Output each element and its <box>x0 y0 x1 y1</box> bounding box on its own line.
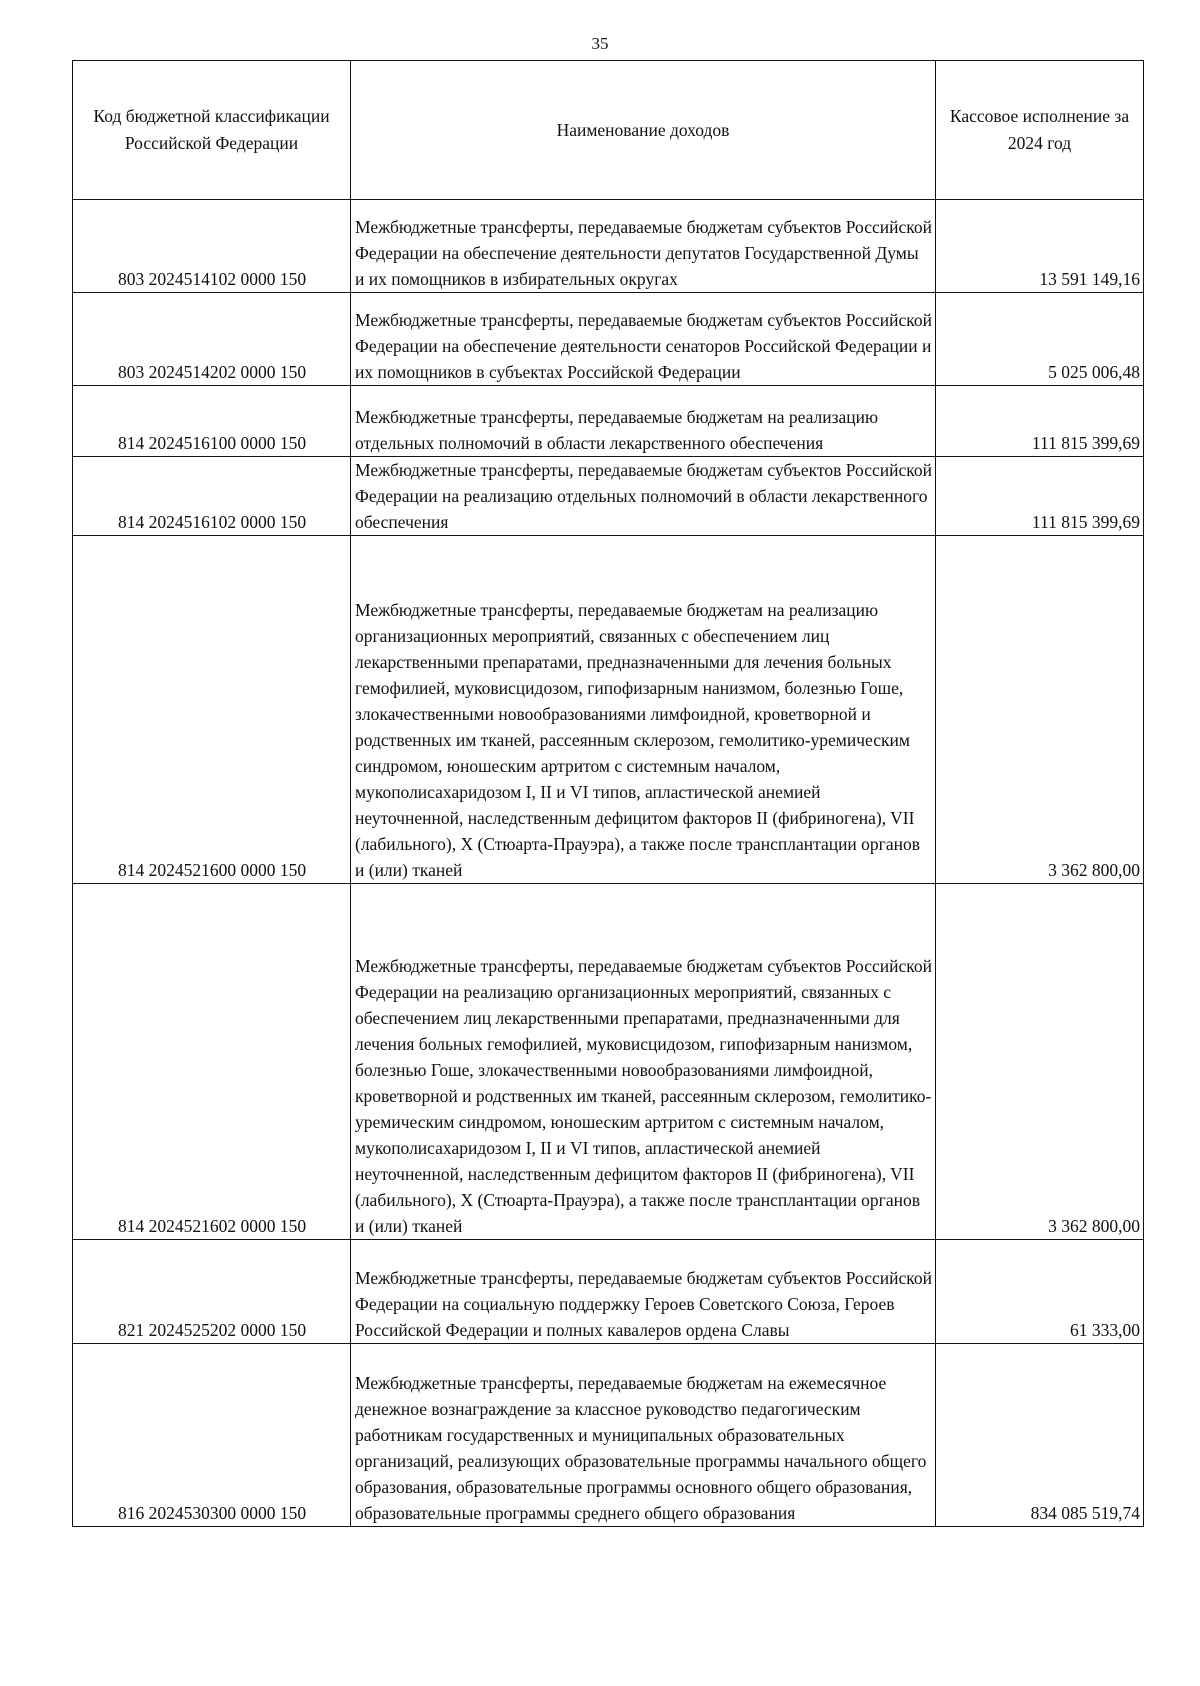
row-amount: 3 362 800,00 <box>936 536 1144 884</box>
header-budget-code: Код бюджетной классификации Российской Федерации <box>73 61 351 200</box>
table-row <box>73 536 1144 884</box>
table-body <box>73 200 1144 1527</box>
table-row <box>73 386 1144 457</box>
table-row <box>73 200 1144 293</box>
row-budget-code: 814 2024516102 0000 150 <box>73 457 351 536</box>
page-number: 35 <box>591 34 609 53</box>
row-amount: 834 085 519,74 <box>936 1344 1144 1527</box>
row-amount: 111 815 399,69 <box>936 457 1144 536</box>
row-revenue-name: Межбюджетные трансферты, передаваемые бюджетам на реализацию отдельных полномочий в области лекарственного обеспечения <box>351 386 936 457</box>
table-row <box>73 884 1144 1240</box>
row-budget-code: 816 2024530300 0000 150 <box>73 1344 351 1527</box>
row-revenue-name: Межбюджетные трансферты, передаваемые бюджетам субъектов Российской Федерации на реализацию отдельных полномочий в области лекарственного обеспечения <box>351 457 936 536</box>
row-budget-code: 814 2024516100 0000 150 <box>73 386 351 457</box>
row-budget-code: 821 2024525202 0000 150 <box>73 1240 351 1344</box>
row-revenue-name: Межбюджетные трансферты, передаваемые бюджетам на ежемесячное денежное вознаграждение за классное руководство педагогическим работникам государственных и муниципальных образовательных организаций, реализующих образовательные программы начального общего образования, образовательные программы основного общего образования, образовательные программы среднего общего образования <box>351 1344 936 1527</box>
budget-revenue-table <box>72 60 1144 1527</box>
table-row <box>73 1240 1144 1344</box>
row-amount: 61 333,00 <box>936 1240 1144 1344</box>
row-budget-code: 814 2024521602 0000 150 <box>73 884 351 1240</box>
header-revenue-name: Наименование доходов <box>351 61 936 200</box>
table-row <box>73 1344 1144 1527</box>
row-amount: 13 591 149,16 <box>936 200 1144 293</box>
row-amount: 111 815 399,69 <box>936 386 1144 457</box>
table-header-row <box>73 61 1144 200</box>
row-amount: 3 362 800,00 <box>936 884 1144 1240</box>
row-budget-code: 814 2024521600 0000 150 <box>73 536 351 884</box>
row-revenue-name: Межбюджетные трансферты, передаваемые бюджетам субъектов Российской Федерации на обеспечение деятельности депутатов Государственной Думы и их помощников в избирательных округах <box>351 200 936 293</box>
row-revenue-name: Межбюджетные трансферты, передаваемые бюджетам субъектов Российской Федерации на социальную поддержку Героев Советского Союза, Героев Российской Федерации и полных кавалеров ордена Славы <box>351 1240 936 1344</box>
row-revenue-name: Межбюджетные трансферты, передаваемые бюджетам на реализацию организационных мероприятий, связанных с обеспечением лиц лекарственными препаратами, предназначенными для лечения больных гемофилией, муковисцидозом, гипофизарным нанизмом, болезнью Гоше, злокачественными новообразованиями лимфоидной, кроветворной и родственных им тканей, рассеянным склерозом, гемолитико-уремическим синдромом, юношеским артритом с системным началом, мукополисахаридозом I, II и VI типов, апластической анемией неуточненной, наследственным дефицитом факторов II (фибриногена), VII (лабильного), X (Стюарта-Прауэра), а также после трансплантации органов и (или) тканей <box>351 536 936 884</box>
row-revenue-name: Межбюджетные трансферты, передаваемые бюджетам субъектов Российской Федерации на обеспечение деятельности сенаторов Российской Федерации и их помощников в субъектах Российской Федерации <box>351 293 936 386</box>
row-revenue-name: Межбюджетные трансферты, передаваемые бюджетам субъектов Российской Федерации на реализацию организационных мероприятий, связанных с обеспечением лиц лекарственными препаратами, предназначенными для лечения больных гемофилией, муковисцидозом, гипофизарным нанизмом, болезнью Гоше, злокачественными новообразованиями лимфоидной, кроветворной и родственных им тканей, рассеянным склерозом, гемолитико-уремическим синдромом, юношеским артритом с системным началом, мукополисахаридозом I, II и VI типов, апластической анемией неуточненной, наследственным дефицитом факторов II (фибриногена), VII (лабильного), X (Стюарта-Прауэра), а также после трансплантации органов и (или) тканей <box>351 884 936 1240</box>
row-budget-code: 803 2024514102 0000 150 <box>73 200 351 293</box>
row-budget-code: 803 2024514202 0000 150 <box>73 293 351 386</box>
table-row <box>73 293 1144 386</box>
row-amount: 5 025 006,48 <box>936 293 1144 386</box>
table-row <box>73 457 1144 536</box>
header-cash-execution: Кассовое исполнение за 2024 год <box>936 61 1144 200</box>
